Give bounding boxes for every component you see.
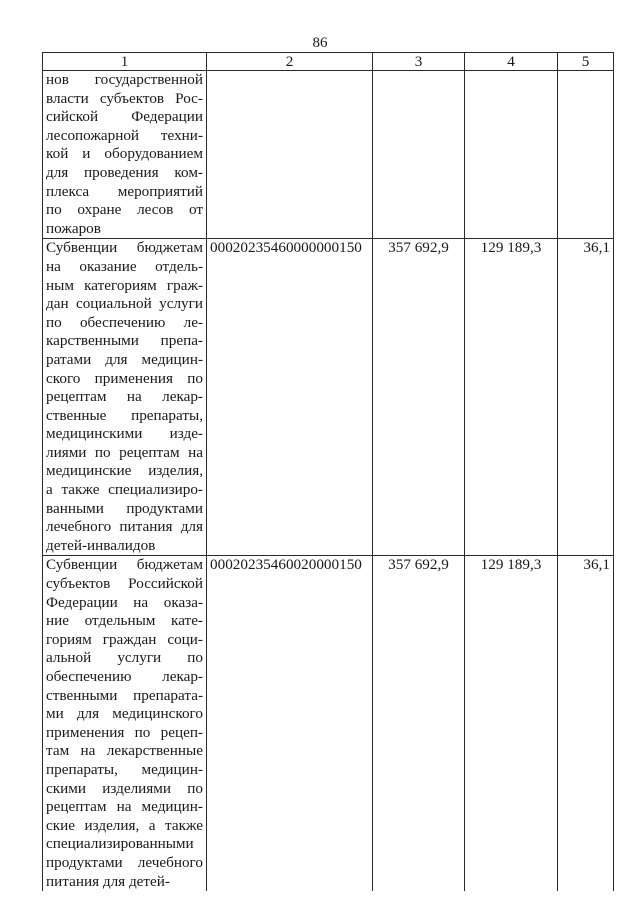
row-name-line: рецептам на лекар- xyxy=(46,388,203,406)
row-percent-cell: 36,1 xyxy=(558,556,614,891)
row-name-line: питания для детей- xyxy=(46,872,170,890)
row-name-line: по обеспечению ле- xyxy=(46,313,203,331)
row-name-cell xyxy=(43,239,207,556)
row-name-line: рецептам на медицин- xyxy=(46,798,203,816)
header-col-5: 5 xyxy=(558,53,614,71)
row-name-line: субъектов Российской xyxy=(46,575,203,593)
row-name-cell xyxy=(43,556,207,891)
header-row xyxy=(43,53,614,71)
row-name-line: гориям граждан соци- xyxy=(46,630,203,648)
row-name-line: ского применения по xyxy=(46,369,203,387)
row-name-line: детей-инвалидов xyxy=(46,536,156,554)
row-percent-cell: 36,1 xyxy=(558,239,614,556)
row-actual-cell: 129 189,3 xyxy=(465,239,558,556)
row-name-line: ми для медицинского xyxy=(46,705,203,723)
row-name-line: специализированными xyxy=(46,835,194,853)
row-name-line: пожаров xyxy=(46,219,101,237)
row-code-cell xyxy=(207,71,373,239)
row-name-line: по охране лесов от xyxy=(46,201,203,219)
page-number: 86 xyxy=(312,35,328,51)
row-name-line: кой и оборудованием xyxy=(46,145,203,163)
row-name-line: сийской Федерации xyxy=(46,108,203,126)
table-body xyxy=(43,71,614,892)
row-name-line: ственные препараты, xyxy=(46,406,203,424)
row-name-line: для проведения ком- xyxy=(46,163,203,181)
row-name-line: обеспечению лекар- xyxy=(46,668,203,685)
row-name-line: применения по рецеп- xyxy=(46,723,203,741)
header-col-4: 4 xyxy=(465,53,558,71)
row-name-line: лечебного питания для xyxy=(46,518,203,536)
row-plan-cell: 357 692,9 xyxy=(373,556,465,891)
row-name-line: карственными препа- xyxy=(46,332,203,350)
row-code-cell: 00020235460020000150 xyxy=(207,556,373,891)
row-name-line: на оказание отдель- xyxy=(46,257,203,275)
row-name-line: ратами для медицин- xyxy=(46,350,203,368)
row-name-line: там на лекарственные xyxy=(46,742,203,760)
row-name-cell xyxy=(43,71,207,239)
row-name-line: медицинские изделия, xyxy=(46,462,203,480)
row-name-line: ным категориям граж- xyxy=(46,276,203,294)
row-name-line: продуктами лечебного xyxy=(46,853,203,871)
table-row xyxy=(43,239,614,556)
row-actual-cell: 129 189,3 xyxy=(465,556,558,891)
row-name-line: Федерации на оказа- xyxy=(46,593,203,611)
header-col-3: 3 xyxy=(373,53,465,71)
row-name-line: ние отдельным кате- xyxy=(46,612,203,630)
header-col-2: 2 xyxy=(207,53,373,71)
row-name-line: альной услуги по xyxy=(46,649,203,667)
row-name-line: лесопожарной техни- xyxy=(46,126,203,144)
row-name-line: скими изделиями по xyxy=(46,779,203,797)
row-actual-cell xyxy=(465,71,558,239)
table-row xyxy=(43,71,614,239)
row-name-line: Субвенции бюджетам xyxy=(46,556,203,574)
header-col-1: 1 xyxy=(43,53,207,71)
row-code-cell: 00020235460000000150 xyxy=(207,239,373,556)
table-row xyxy=(43,556,614,891)
row-name-line: медицинскими изде- xyxy=(46,425,203,443)
row-plan-cell xyxy=(373,71,465,239)
row-name-line: ванными продуктами xyxy=(46,499,203,517)
row-name-line: Субвенции бюджетам xyxy=(46,239,203,257)
row-name-line: ственными препарата- xyxy=(46,686,203,704)
row-name-line: нов государственной xyxy=(46,71,203,88)
budget-table xyxy=(42,52,614,891)
row-name-line: дан социальной услуги xyxy=(46,295,203,313)
row-name-line: препараты, медицин- xyxy=(46,760,203,778)
row-name-line: лиями по рецептам на xyxy=(46,443,203,461)
row-name-line: власти субъектов Рос- xyxy=(46,89,203,107)
row-name-line: а также специализиро- xyxy=(46,481,203,499)
row-plan-cell: 357 692,9 xyxy=(373,239,465,556)
row-name-line: плекса мероприятий xyxy=(46,182,203,200)
row-name-line: ские изделия, а также xyxy=(46,816,203,834)
row-percent-cell xyxy=(558,71,614,239)
